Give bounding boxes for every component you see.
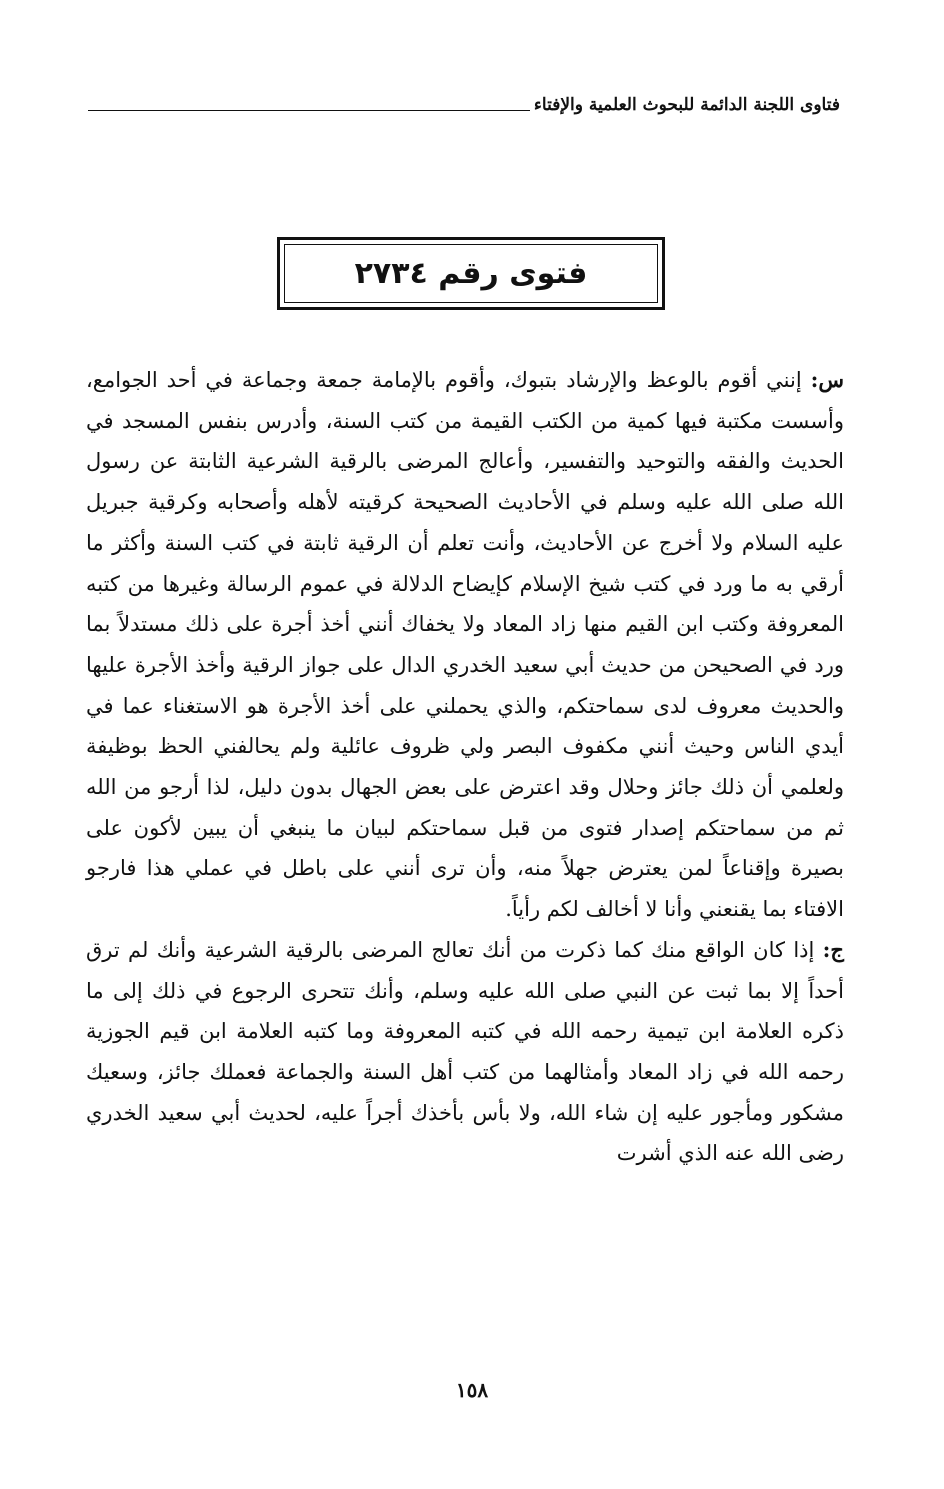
- question-paragraph: [86, 360, 844, 930]
- fatwa-body: [86, 360, 844, 1174]
- header-rule: [88, 110, 530, 111]
- question-text: إنني أقوم بالوعظ والإرشاد بتبوك، وأقوم بالإمامة جمعة وجماعة في أحد الجوامع، وأسست مكتبة فيها كمية من الكتب القيمة من كتب السنة، وأدرس بنفس المسجد في الحديث والفقه والتوحيد والتفسير، وأعالج المرضى بالرقية الشرعية الثابتة عن رسول الله صلى الله عليه وسلم في الأحاديث الصحيحة كرقيته لأهله وأصحابه وكرقية جبريل عليه السلام ولا أخرج عن الأحاديث، وأنت تعلم أن الرقية ثابتة في كتب السنة وأكثر ما أرقي به ما ورد في كتب شيخ الإسلام كإيضاح الدلالة في عموم الرسالة وغيرها من كتبه المعروفة وكتب ابن القيم منها زاد المعاد ولا يخفاك أنني أخذ أجرة على ذلك مستدلاً بما ورد في الصحيحن من حديث أبي سعيد الخدري الدال على جواز الرقية وأخذ الأجرة عليها والحديث معروف لدى سماحتكم، والذي يحملني على أخذ الأجرة هو الاستغناء عما في أيدي الناس وحيث أنني مكفوف البصر ولي ظروف عائلية ولم يحالفني الحظ بوظيفة ولعلمي أن ذلك جائز وحلال وقد اعترض على بعض الجهال بدون دليل، لذا أرجو من الله ثم من سماحتكم إصدار فتوى من قبل سماحتكم لبيان ما ينبغي أن يبين لأكون على بصيرة وإقناعاً لمن يعترض جهلاً منه، وأن ترى أنني على باطل في عملي هذا فارجو الافتاء بما يقنعني وأنا لا أخالف لكم رأياً.: [86, 368, 844, 922]
- running-header: [88, 90, 840, 114]
- fatwa-title: فتوى رقم ٢٧٣٤: [354, 256, 588, 291]
- answer-paragraph: [86, 930, 844, 1174]
- running-header-title: فتاوى اللجنة الدائمة للبحوث العلمية والإفتاء: [533, 95, 840, 115]
- answer-text: إذا كان الواقع منك كما ذكرت من أنك تعالج المرضى بالرقية الشرعية وأنك لم ترق أحداً إلا بما ثبت عن النبي صلى الله عليه وسلم، وأنك تتحرى الرجوع في ذلك إلى ما ذكره العلامة ابن تيمية رحمه الله في كتبه المعروفة وما كتبه العلامة ابن قيم الجوزية رحمه الله في زاد المعاد وأمثالهما من كتب أهل السنة والجماعة فعملك جائز، وسعيك مشكور ومأجور عليه إن شاء الله، ولا بأس بأخذك أجراً عليه، لحديث أبي سعيد الخدري رضى الله عنه الذي أشرت: [86, 937, 844, 1166]
- fatwa-title-box: [277, 237, 665, 310]
- question-label: س:: [810, 367, 844, 392]
- fatwa-title-inner-frame: [284, 244, 658, 303]
- answer-label: ج:: [822, 936, 844, 962]
- page-number: ١٥٨: [455, 1378, 489, 1402]
